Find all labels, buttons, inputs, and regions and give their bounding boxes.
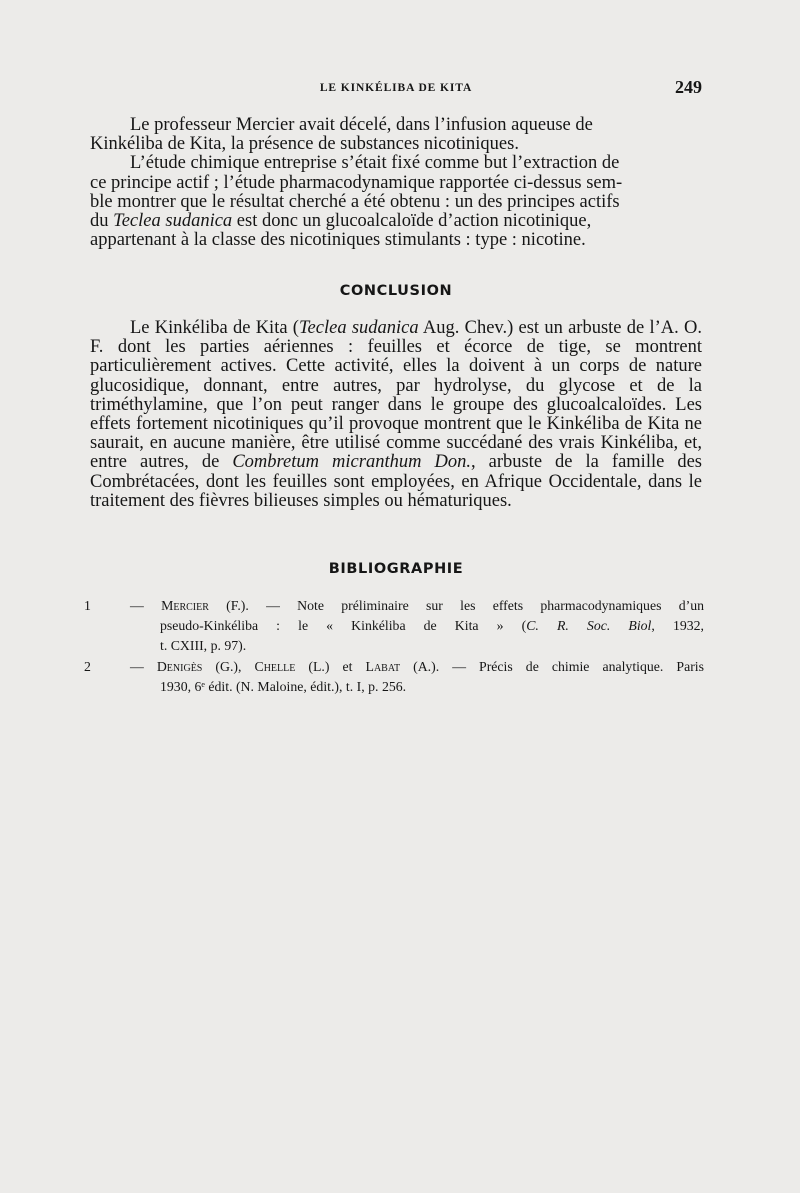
intro-text: du [90,211,114,232]
reference-item [84,657,704,697]
conclusion-text: , arbuste de la famille des Combrétacées, dont les feuilles sont employées, en Afrique Occidentale, dans le traitement des fièvres bilieuses simples ou hématuriques. [90,452,702,511]
reference-text: (G.), [202,659,255,674]
running-title: LE KINKÉLIBA DE KITA [319,82,473,94]
reference-author: Labat [365,659,401,674]
reference-line [130,657,704,677]
reference-number: 1 [84,598,91,613]
intro-text: est donc un glucoalcaloïde d’action nicotinique, [232,211,592,232]
reference-text: — [130,598,162,613]
reference-text: pseudo-Kinkéliba : le « Kinkéliba de Kita » ( [160,618,527,633]
reference-text: (L.) et [295,659,366,674]
reference-list [84,596,704,698]
reference-text: (F.). — Note préliminaire sur les effets pharmacodynamiques d’un [208,598,705,613]
reference-text: , 1932, [651,618,704,633]
reference-text: — [130,659,157,674]
reference-line: 1930, 6ᵉ édit. (N. Maloine, édit.), t. I, p. 256. [160,679,407,694]
species-name: Teclea sudanica [298,318,419,338]
reference-line [130,616,704,636]
reference-journal: C. R. Soc. Biol [526,618,652,633]
species-name: Teclea sudanica [113,211,233,232]
intro-line: Le professeur Mercier avait décelé, dans l’infusion aqueuse de [130,115,593,135]
reference-author: Chelle [254,659,296,674]
intro-line: L’étude chimique entreprise s’était fixé comme but l’extraction de [130,153,620,174]
conclusion-text: Aug. Chev.) est un arbuste [418,318,622,338]
intro-line: ce principe actif ; l’étude pharmacodynamique rapportée ci-dessus sem- [90,172,623,193]
conclusion-text: de l’A. O. F. dont les parties aériennes : feuilles et écorce de tige, se montrent particulièrement actives. Cette activité, elles la doivent à un corps de nature glucosidique, donnant, entre autres, par hydrolyse, du glycose et de la triméthylamine, que l’on peut ranger dans le groupe des glucoalcaloïdes. Les effets fortement nicotiniques qu’il provoque montrent que le Kinkéliba de Kita ne saurait, en aucune manière, être utilisé comme succédané des vrais Kinkéliba, et, entre autres, de [90,318,703,473]
reference-text: (A.). — Précis de chimie analytique. Paris [400,659,704,674]
conclusion-heading: CONCLUSION [339,283,453,299]
page-header [90,77,702,104]
reference-line: t. CXIII, p. 97). [160,638,247,653]
reference-item [84,596,704,656]
conclusion-paragraph [90,319,702,511]
intro-paragraph [90,116,702,250]
intro-line: Kinkéliba de Kita, la présence de substances nicotiniques. [90,134,519,155]
reference-number: 2 [84,659,91,674]
page-number: 249 [675,77,702,97]
species-name: Combretum micranthum Don. [232,452,471,473]
reference-author: Denigès [156,659,203,674]
intro-line: appartenant à la classe des nicotiniques stimulants : type : nicotine. [90,230,586,251]
intro-line [90,212,702,231]
reference-author: Mercier [161,598,209,613]
conclusion-text: Le Kinkéliba de Kita ( [130,318,299,338]
intro-line: ble montrer que le résultat cherché a été obtenu : un des principes actifs [90,191,620,212]
reference-line [130,596,704,616]
bibliography-heading: BIBLIOGRAPHIE [328,561,464,577]
